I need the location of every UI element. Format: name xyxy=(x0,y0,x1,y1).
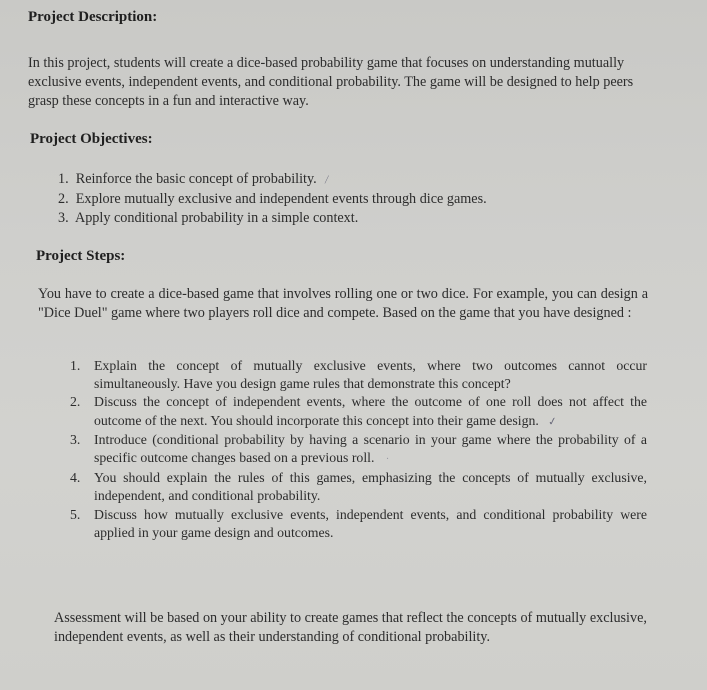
objective-item xyxy=(58,170,487,190)
objectives-list xyxy=(58,170,487,228)
objective-text: Explore mutually exclusive and independent events through dice games. xyxy=(75,191,487,207)
step-number: 2. xyxy=(70,394,81,410)
objective-number: 1. xyxy=(58,171,69,187)
step-number: 4. xyxy=(70,470,81,486)
step-text: Introduce (conditional probability by having a scenario in your game where the probability of a specific outcome changes based on a previous roll. xyxy=(94,431,647,466)
objective-text: Apply conditional probability in a simple context. xyxy=(74,210,359,226)
step-text: Discuss how mutually exclusive events, independent events, and conditional probability were applied in your game design and outcomes. xyxy=(94,506,647,540)
steps-intro: You have to create a dice-based game that involves rolling one or two dice. For example, you can design a "Dice Duel" game where two players roll dice and compete. Based on the game that you have designed : xyxy=(38,286,648,321)
steps-list xyxy=(70,357,647,542)
step-text: You should explain the rules of this games, emphasizing the concepts of mutually exclusive, independent, and conditional probability. xyxy=(94,470,647,504)
step-item xyxy=(70,506,647,542)
pen-dot-icon: · xyxy=(385,454,390,466)
step-number: 5. xyxy=(70,506,81,522)
step-text: Discuss the concept of independent events, where the outcome of one roll does not affect the outcome of the next. You should incorporate this concept into their game design. xyxy=(94,394,647,428)
description-paragraph: In this project, students will create a dice-based probability game that focuses on understanding mutually exclusive events, independent events, and conditional probability. The game will be designed to help peers grasp these concepts in a fun and interactive way. xyxy=(28,55,634,109)
checkmark-icon: ⁄ xyxy=(325,173,330,187)
objectives-heading: Project Objectives: xyxy=(30,131,153,147)
objective-text: Reinforce the basic concept of probability. xyxy=(75,171,317,187)
assessment-paragraph: Assessment will be based on your ability to create games that reflect the concepts of mutually exclusive, independent events, as well as their understanding of conditional probability. xyxy=(54,610,647,645)
step-item xyxy=(70,431,647,469)
step-item xyxy=(70,469,647,505)
checkmark-icon: ✓ xyxy=(547,414,559,429)
objective-item xyxy=(58,209,487,228)
objective-number: 2. xyxy=(58,191,69,207)
step-number: 3. xyxy=(70,431,81,447)
objective-item xyxy=(58,190,487,209)
description-heading: Project Description: xyxy=(28,9,158,25)
steps-heading: Project Steps: xyxy=(36,248,126,264)
step-text: Explain the concept of mutually exclusive events, where two outcomes cannot occur simultaneously. Have you design game rules that demonstrate this concept? xyxy=(94,358,647,392)
step-item xyxy=(70,393,647,430)
step-item xyxy=(70,357,647,393)
step-number: 1. xyxy=(70,358,81,373)
objective-number: 3. xyxy=(58,210,69,226)
